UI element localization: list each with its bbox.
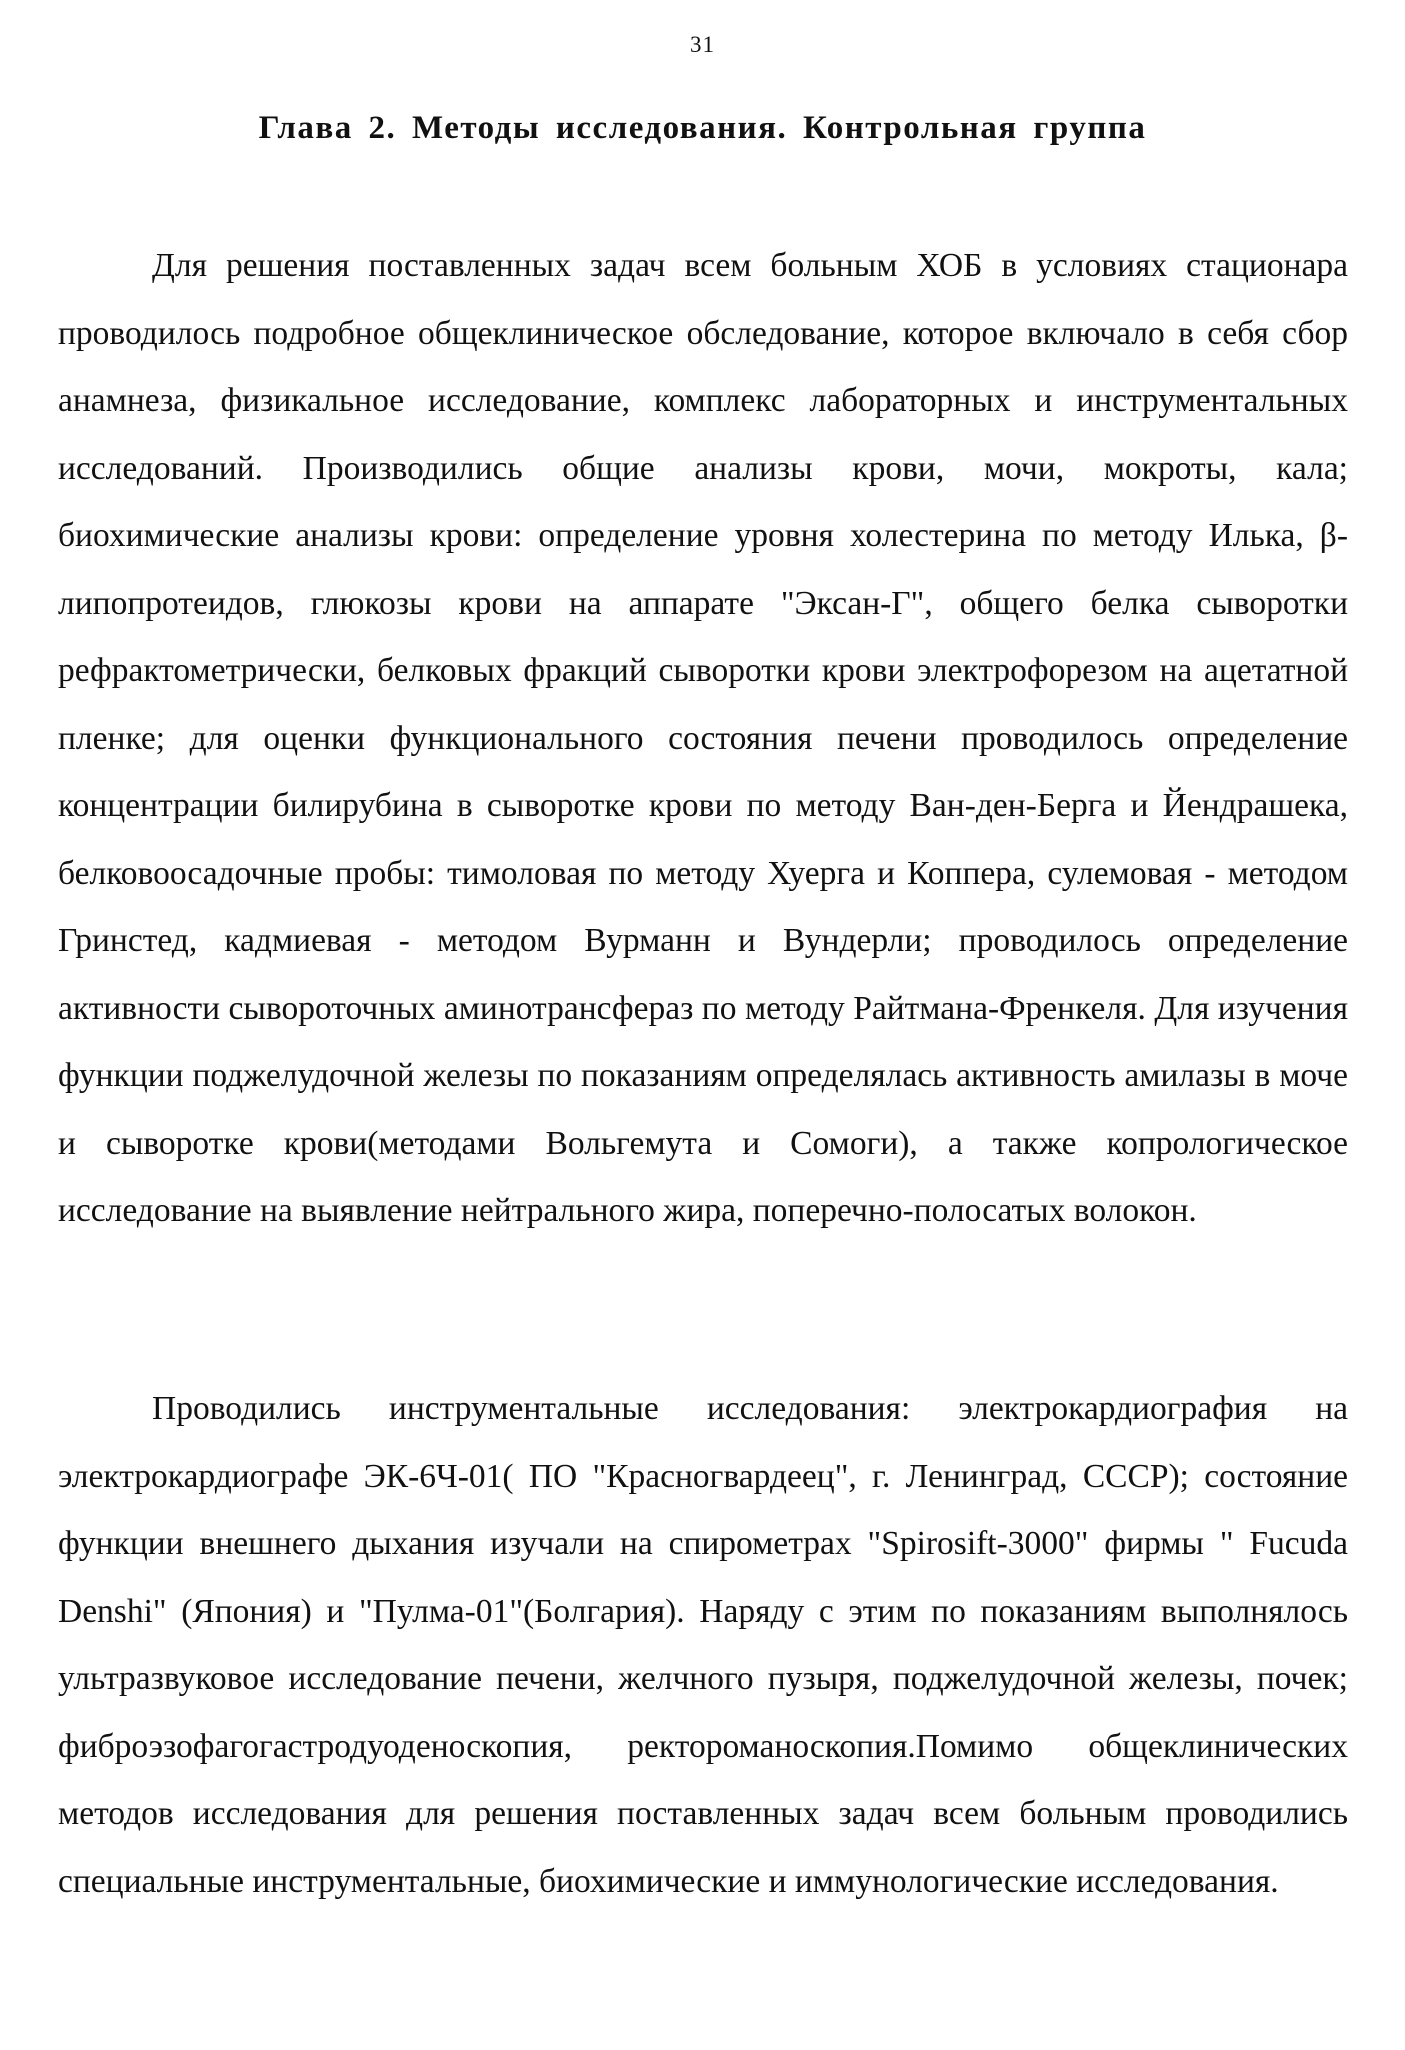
- chapter-title: Глава 2. Методы исследования. Контрольная группа: [258, 110, 1147, 146]
- body-paragraph: Для решения поставленных задач всем больным ХОБ в условиях стационара проводилось подробное общеклиническое обследование, которое включало в себя сбор анамнеза, физикальное исследование, комплекс лабораторных и инструментальных исследований. Производились общие анализы крови, мочи, мокроты, кала; биохимические анализы крови: определение уровня холестерина по методу Илька, β-липопротеидов, глюкозы крови на аппарате "Эксан-Г", общего белка сыворотки рефрактометрически, белковых фракций сыворотки крови электрофорезом на ацетатной пленке; для оценки функционального состояния печени проводилось определение концентрации билирубина в сыворотке крови по методу Ван-ден-Берга и Йендрашека, белковоосадочные пробы: тимоловая по методу Хуерга и Коппера, сулемовая - методом Гринстед, кадмиевая - методом Вурманн и Вундерли; проводилось определение активности сывороточных аминотрансфераз по методу Райтмана-Френкеля. Для изучения функции поджелудочной железы по показаниям определялась активность амилазы в моче и сыворотке крови(методами Вольгемута и Сомоги), а также копрологическое исследование на выявление нейтрального жира, поперечно-полосатых волокон.: [58, 247, 1348, 1229]
- body-paragraph: Проводились инструментальные исследования: электрокардиография на электрокардиографе ЭК-6Ч-01( ПО "Красногвардеец", г. Ленинград, СССР); состояние функции внешнего дыхания изучали на спирометрах "Spirosift-3000" фирмы " Fucuda Denshi" (Япония) и "Пулма-01"(Болгария). Наряду с этим по показаниям выполнялось ультразвуковое исследование печени, желчного пузыря, поджелудочной железы, почек; фиброэзофагогастродуоденоскопия, ректороманоскопия.Помимо общеклинических методов исследования для решения поставленных задач всем больным проводились специальные инструментальные, биохимические и иммунологические исследования.: [58, 1390, 1348, 1900]
- page-number: 31: [690, 32, 715, 57]
